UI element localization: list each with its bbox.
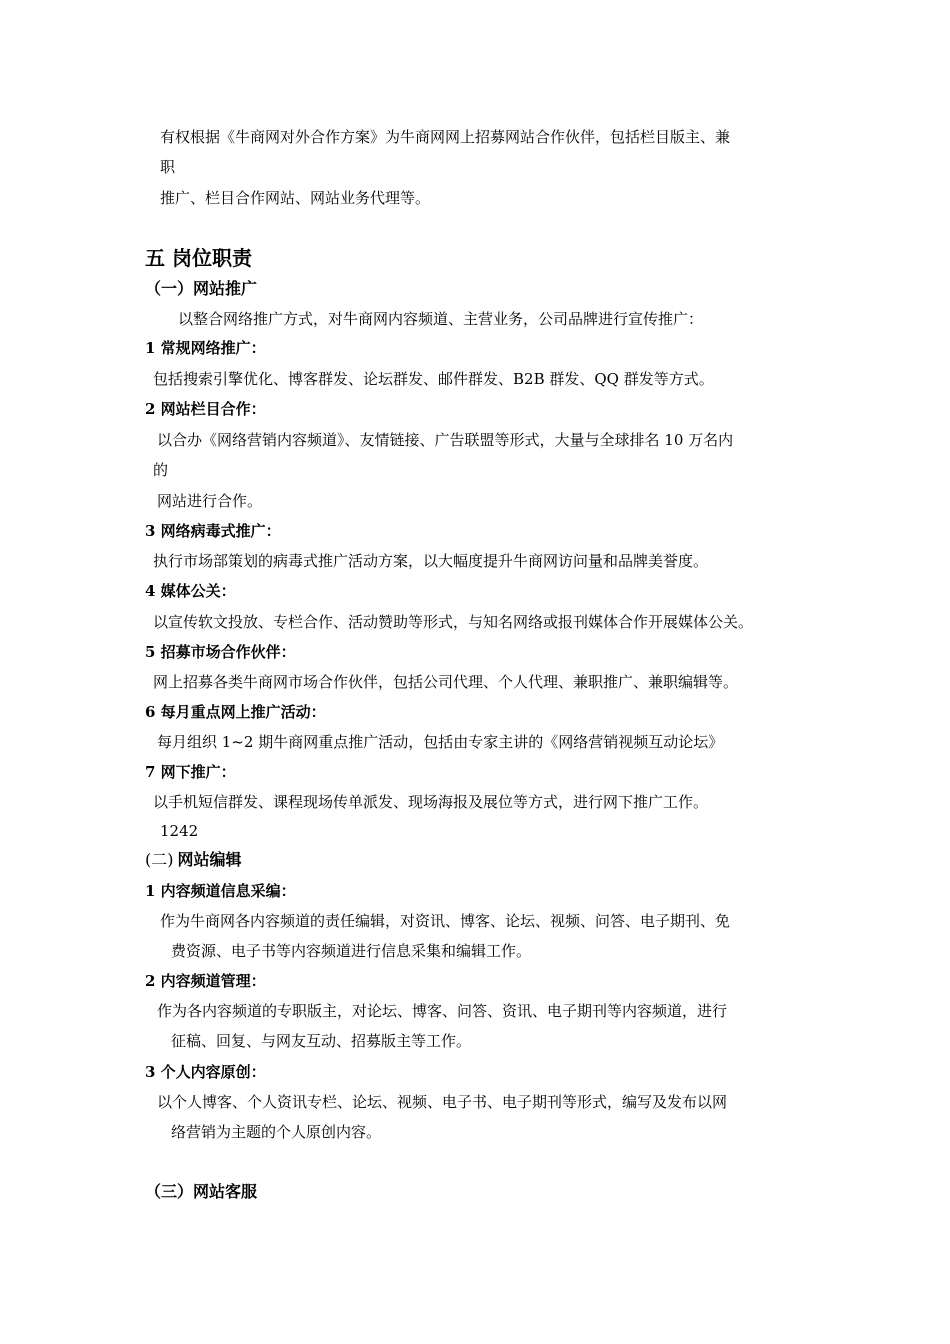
- item-text: 费资源、电子书等内容频道进行信息采集和编辑工作。: [171, 942, 532, 960]
- intro-line-2: 职: [160, 158, 176, 176]
- item-text: 络营销为主题的个人原创内容。: [171, 1123, 382, 1141]
- subsection-prefix: (二): [145, 850, 174, 869]
- item-heading: 3 网络病毒式推广：: [145, 522, 281, 540]
- item-text: 以宣传软文投放、专栏合作、活动赞助等形式，与知名网络或报刊媒体合作开展媒体公关。: [153, 613, 754, 631]
- item-text: 征稿、回复、与网友互动、招募版主等工作。: [171, 1032, 472, 1050]
- item-heading: 1 常规网络推广：: [145, 339, 266, 357]
- item-heading: 4 媒体公关：: [145, 582, 236, 600]
- item-text: 执行市场部策划的病毒式推广活动方案，以大幅度提升牛商网访问量和品牌美誉度。: [153, 552, 709, 570]
- item-text: 每月组织 1~2 期牛商网重点推广活动，包括由专家主讲的《网络营销视频互动论坛》: [157, 733, 724, 751]
- item-heading: 5 招募市场合作伙伴：: [145, 643, 296, 661]
- item-heading: 1 内容频道信息采编：: [145, 882, 296, 900]
- promotion-description: 以整合网络推广方式，对牛商网内容频道、主营业务，公司品牌进行宣传推广：: [178, 310, 704, 328]
- item-text: 网上招募各类牛商网市场合作伙伴，包括公司代理、个人代理、兼职推广、兼职编辑等。: [153, 673, 739, 691]
- item-heading: 3 个人内容原创：: [145, 1063, 266, 1081]
- item-heading: 6 每月重点网上推广活动：: [145, 703, 326, 721]
- subsection-title-customer-service: （三）网站客服: [145, 1182, 258, 1201]
- item-text: 的: [153, 461, 169, 479]
- item-text: 以合办《网络营销内容频道》、友情链接、广告联盟等形式，大量与全球排名 10 万名内: [157, 431, 734, 449]
- item-heading: 2 内容频道管理：: [145, 972, 266, 990]
- intro-line-1: 有权根据《牛商网对外合作方案》为牛商网网上招募网站合作伙伴，包括栏目版主、兼: [160, 128, 731, 146]
- intro-line-3: 推广、栏目合作网站、网站业务代理等。: [160, 189, 431, 207]
- item-text: 网站进行合作。: [157, 492, 263, 510]
- item-heading: 2 网站栏目合作：: [145, 400, 266, 418]
- item-text: 作为各内容频道的专职版主，对论坛、博客、问答、资讯、电子期刊等内容频道，进行: [157, 1002, 728, 1020]
- stray-number: 1242: [160, 822, 199, 840]
- subsection-label: 网站编辑: [177, 850, 242, 869]
- subsection-title-editing: [145, 849, 242, 871]
- section-title: 五 岗位职责: [145, 246, 252, 270]
- item-text: 包括搜索引擎优化、博客群发、论坛群发、邮件群发、B2B 群发、QQ 群发等方式。: [153, 370, 714, 388]
- item-heading: 7 网下推广：: [145, 763, 236, 781]
- item-text: 以手机短信群发、课程现场传单派发、现场海报及展位等方式，进行网下推广工作。: [153, 793, 709, 811]
- item-text: 作为牛商网各内容频道的责任编辑，对资讯、博客、论坛、视频、问答、电子期刊、免: [160, 912, 731, 930]
- subsection-title-promotion: （一）网站推广: [145, 279, 258, 298]
- item-text: 以个人博客、个人资讯专栏、论坛、视频、电子书、电子期刊等形式，编写及发布以网: [157, 1093, 728, 1111]
